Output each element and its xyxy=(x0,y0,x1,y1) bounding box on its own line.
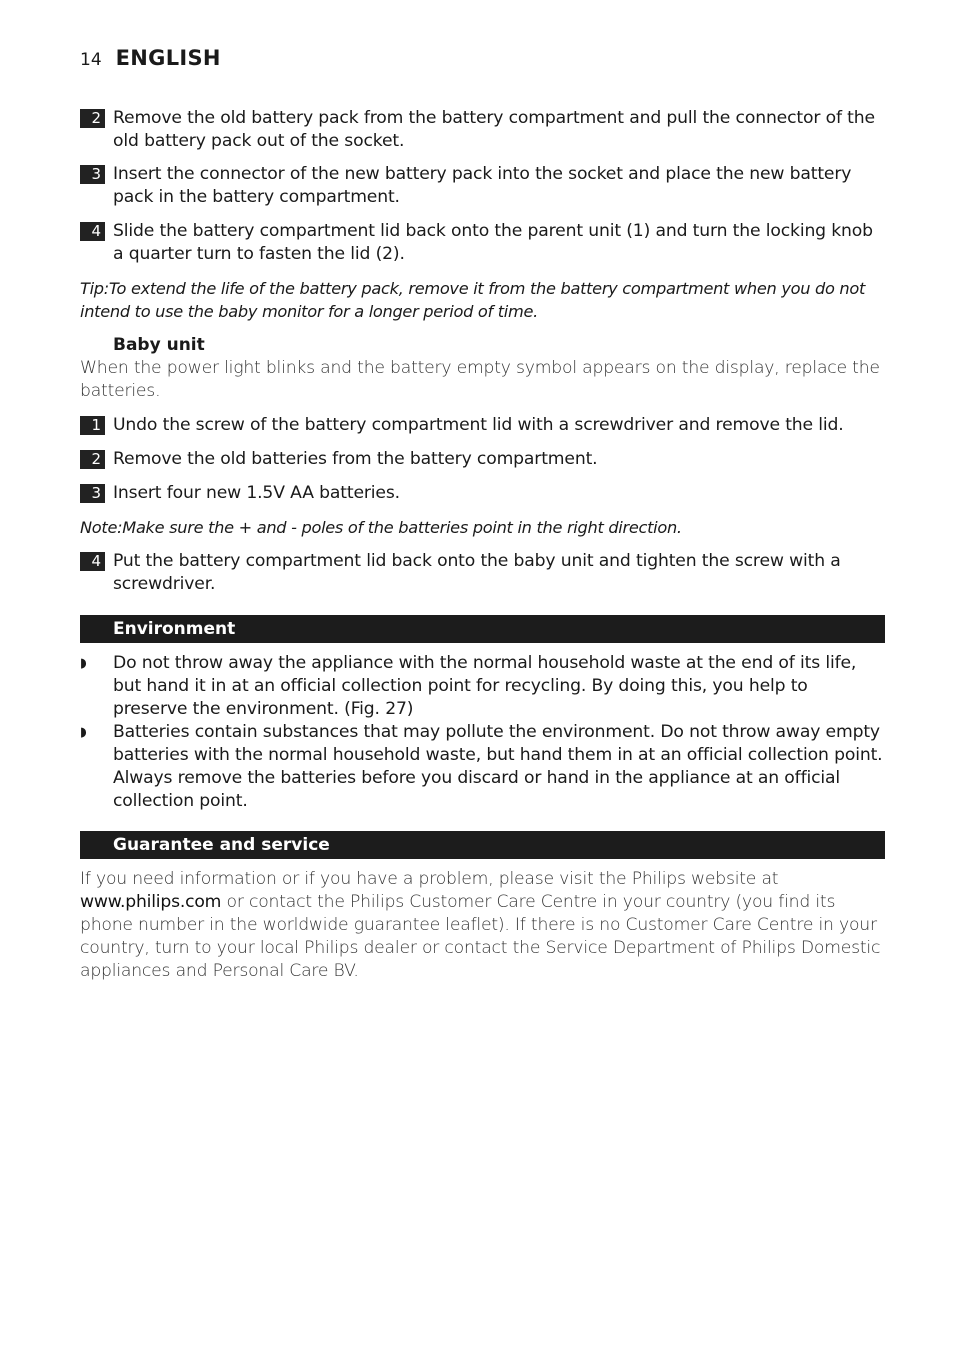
step-number: 3 xyxy=(80,484,105,503)
step-text: Slide the battery compartment lid back onto the parent unit (1) and turn the locking knob a quarter turn to fasten the lid (2). xyxy=(113,221,873,264)
step-item xyxy=(80,448,886,471)
bullet-item xyxy=(80,652,886,721)
step-item xyxy=(80,220,886,266)
step-item xyxy=(80,107,886,153)
section-subheading: Baby unit xyxy=(113,335,205,355)
bullet-text: Do not throw away the appliance with the normal household waste at the end of its life, but hand it in at an official collection point for recycling. By doing this, you help to preserve the environment. (Fig. 27) xyxy=(113,653,857,719)
language-title: ENGLISH xyxy=(115,46,221,70)
guarantee-paragraph xyxy=(80,868,886,983)
step-number: 1 xyxy=(80,416,105,435)
note-text: Note:Make sure the + and - poles of the batteries point in the right direction. xyxy=(80,518,682,537)
guarantee-text-start: If you need information or if you have a problem, please visit the Philips website at xyxy=(80,869,779,889)
guarantee-text-end: or contact the Philips Customer Care Centre in your country (you find its phone number in the worldwide guarantee leaflet). If there is no Customer Care Centre in your country, turn to your local Philips dealer or contact the Service Department of Philips Domestic appliances and Personal Care BV. xyxy=(80,892,881,981)
step-text: Insert four new 1.5V AA batteries. xyxy=(113,483,400,503)
step-number: 3 xyxy=(80,165,105,184)
page-number: 14 xyxy=(80,50,102,70)
bullet-text: Batteries contain substances that may pollute the environment. Do not throw away empty batteries with the normal household waste, but hand them in at an official collection point. Always remove the batteries before you discard or hand in the appliance at an official collection point. xyxy=(113,722,883,811)
step-text: Undo the screw of the battery compartment lid with a screwdriver and remove the lid. xyxy=(113,415,844,435)
step-number: 2 xyxy=(80,109,105,128)
step-text: Insert the connector of the new battery pack into the socket and place the new battery pack in the battery compartment. xyxy=(113,164,852,207)
step-number: 4 xyxy=(80,222,105,241)
arrow-bullet-icon: ◗ xyxy=(80,725,87,740)
guarantee-section-bar xyxy=(80,831,885,859)
baby-unit-intro: When the power light blinks and the battery empty symbol appears on the display, replace the batteries. xyxy=(80,358,880,401)
page-header xyxy=(80,46,221,70)
step-text: Put the battery compartment lid back onto the baby unit and tighten the screw with a screwdriver. xyxy=(113,551,841,594)
philips-website-link[interactable]: www.philips.com xyxy=(80,892,222,912)
step-number: 2 xyxy=(80,450,105,469)
environment-section-bar xyxy=(80,615,885,643)
section-title: Guarantee and service xyxy=(113,835,330,855)
step-number: 4 xyxy=(80,552,105,571)
tip-text: Tip:To extend the life of the battery pack, remove it from the battery compartment when you do not intend to use the baby monitor for a longer period of time. xyxy=(80,279,866,321)
step-text: Remove the old battery pack from the battery compartment and pull the connector of the old battery pack out of the socket. xyxy=(113,108,875,151)
step-item xyxy=(80,414,886,437)
step-item xyxy=(80,550,886,596)
step-item xyxy=(80,163,886,209)
step-text: Remove the old batteries from the battery compartment. xyxy=(113,449,598,469)
arrow-bullet-icon: ◗ xyxy=(80,656,87,671)
step-item xyxy=(80,482,886,505)
section-title: Environment xyxy=(113,619,236,639)
bullet-item xyxy=(80,721,886,813)
